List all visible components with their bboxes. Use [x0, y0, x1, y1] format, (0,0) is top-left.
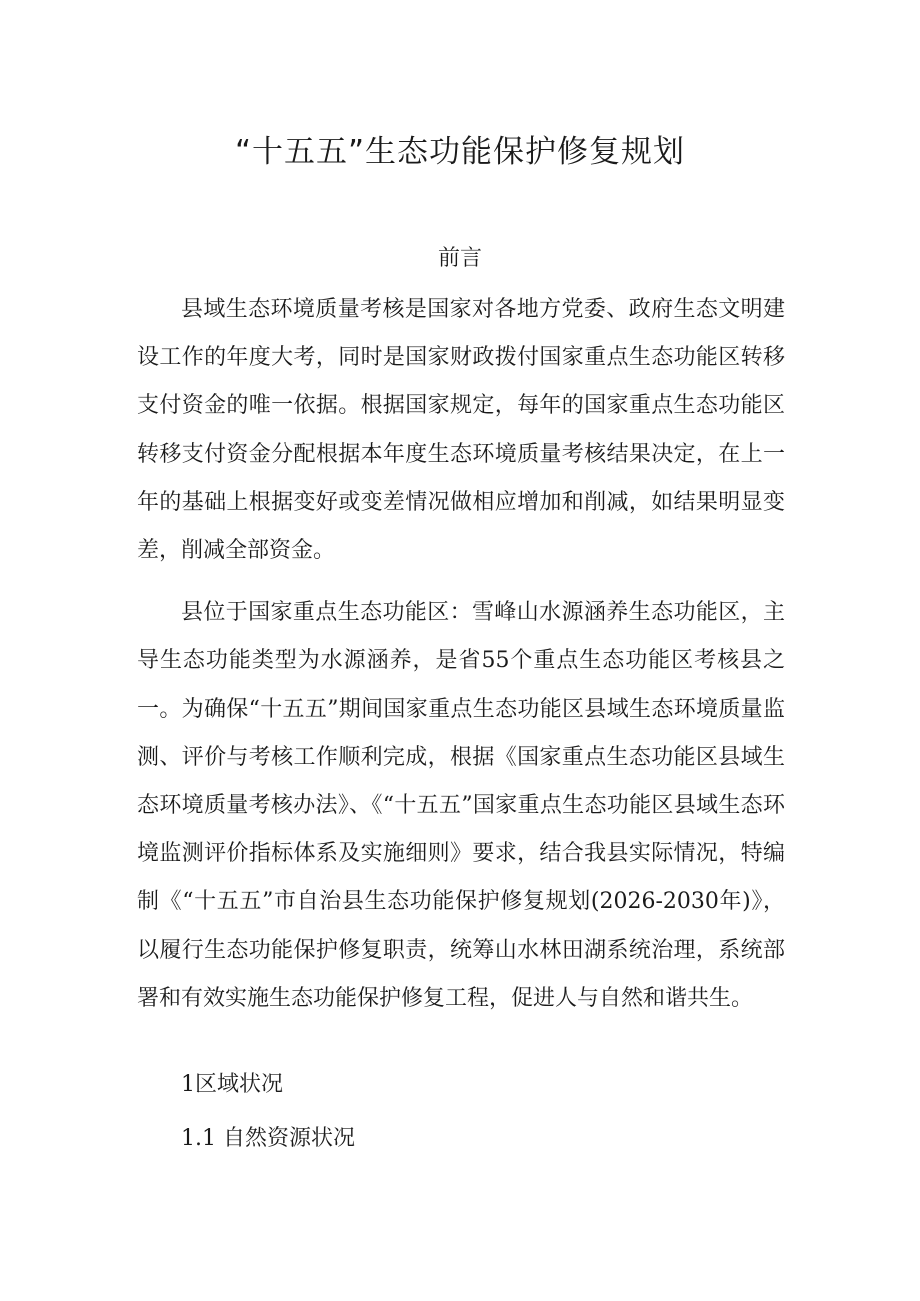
document-title: “十五五”生态功能保护修复规划	[234, 134, 686, 170]
paragraph-2: 县位于国家重点生态功能区：雪峰山水源涵养生态功能区，主导生态功能类型为水源涵养，是省55个重点生态功能区考核县之一。为确保“十五五”期间国家重点生态功能区县域生态环境质量监测、评价与考核工作顺利完成，根据《国家重点生态功能区县域生态环境质量考核办法》、《“十五五”国家重点生态功能区县域生态环境监测评价指标体系及实施细则》要求，结合我县实际情况，特编制《“十五五”市自治县生态功能保护修复规划(2026-2030年)》，以履行生态功能保护修复职责，统筹山水林田湖系统治理，系统部署和有效实施生态功能保护修复工程，促进人与自然和谐共生。	[137, 600, 785, 1011]
subsection-heading: 1.1 自然资源状况	[181, 1126, 355, 1151]
section-heading: 1区域状况	[181, 1072, 283, 1097]
preface-heading: 前言	[437, 246, 482, 271]
paragraph-1: 县域生态环境质量考核是国家对各地方党委、政府生态文明建设工作的年度大考，同时是国家财政拨付国家重点生态功能区转移支付资金的唯一依据。根据国家规定，每年的国家重点生态功能区转移支付资金分配根据本年度生态环境质量考核结果决定，在上一年的基础上根据变好或变差情况做相应增加和削减，如结果明显变差，削减全部资金。	[137, 297, 785, 564]
document-body	[137, 286, 785, 1023]
